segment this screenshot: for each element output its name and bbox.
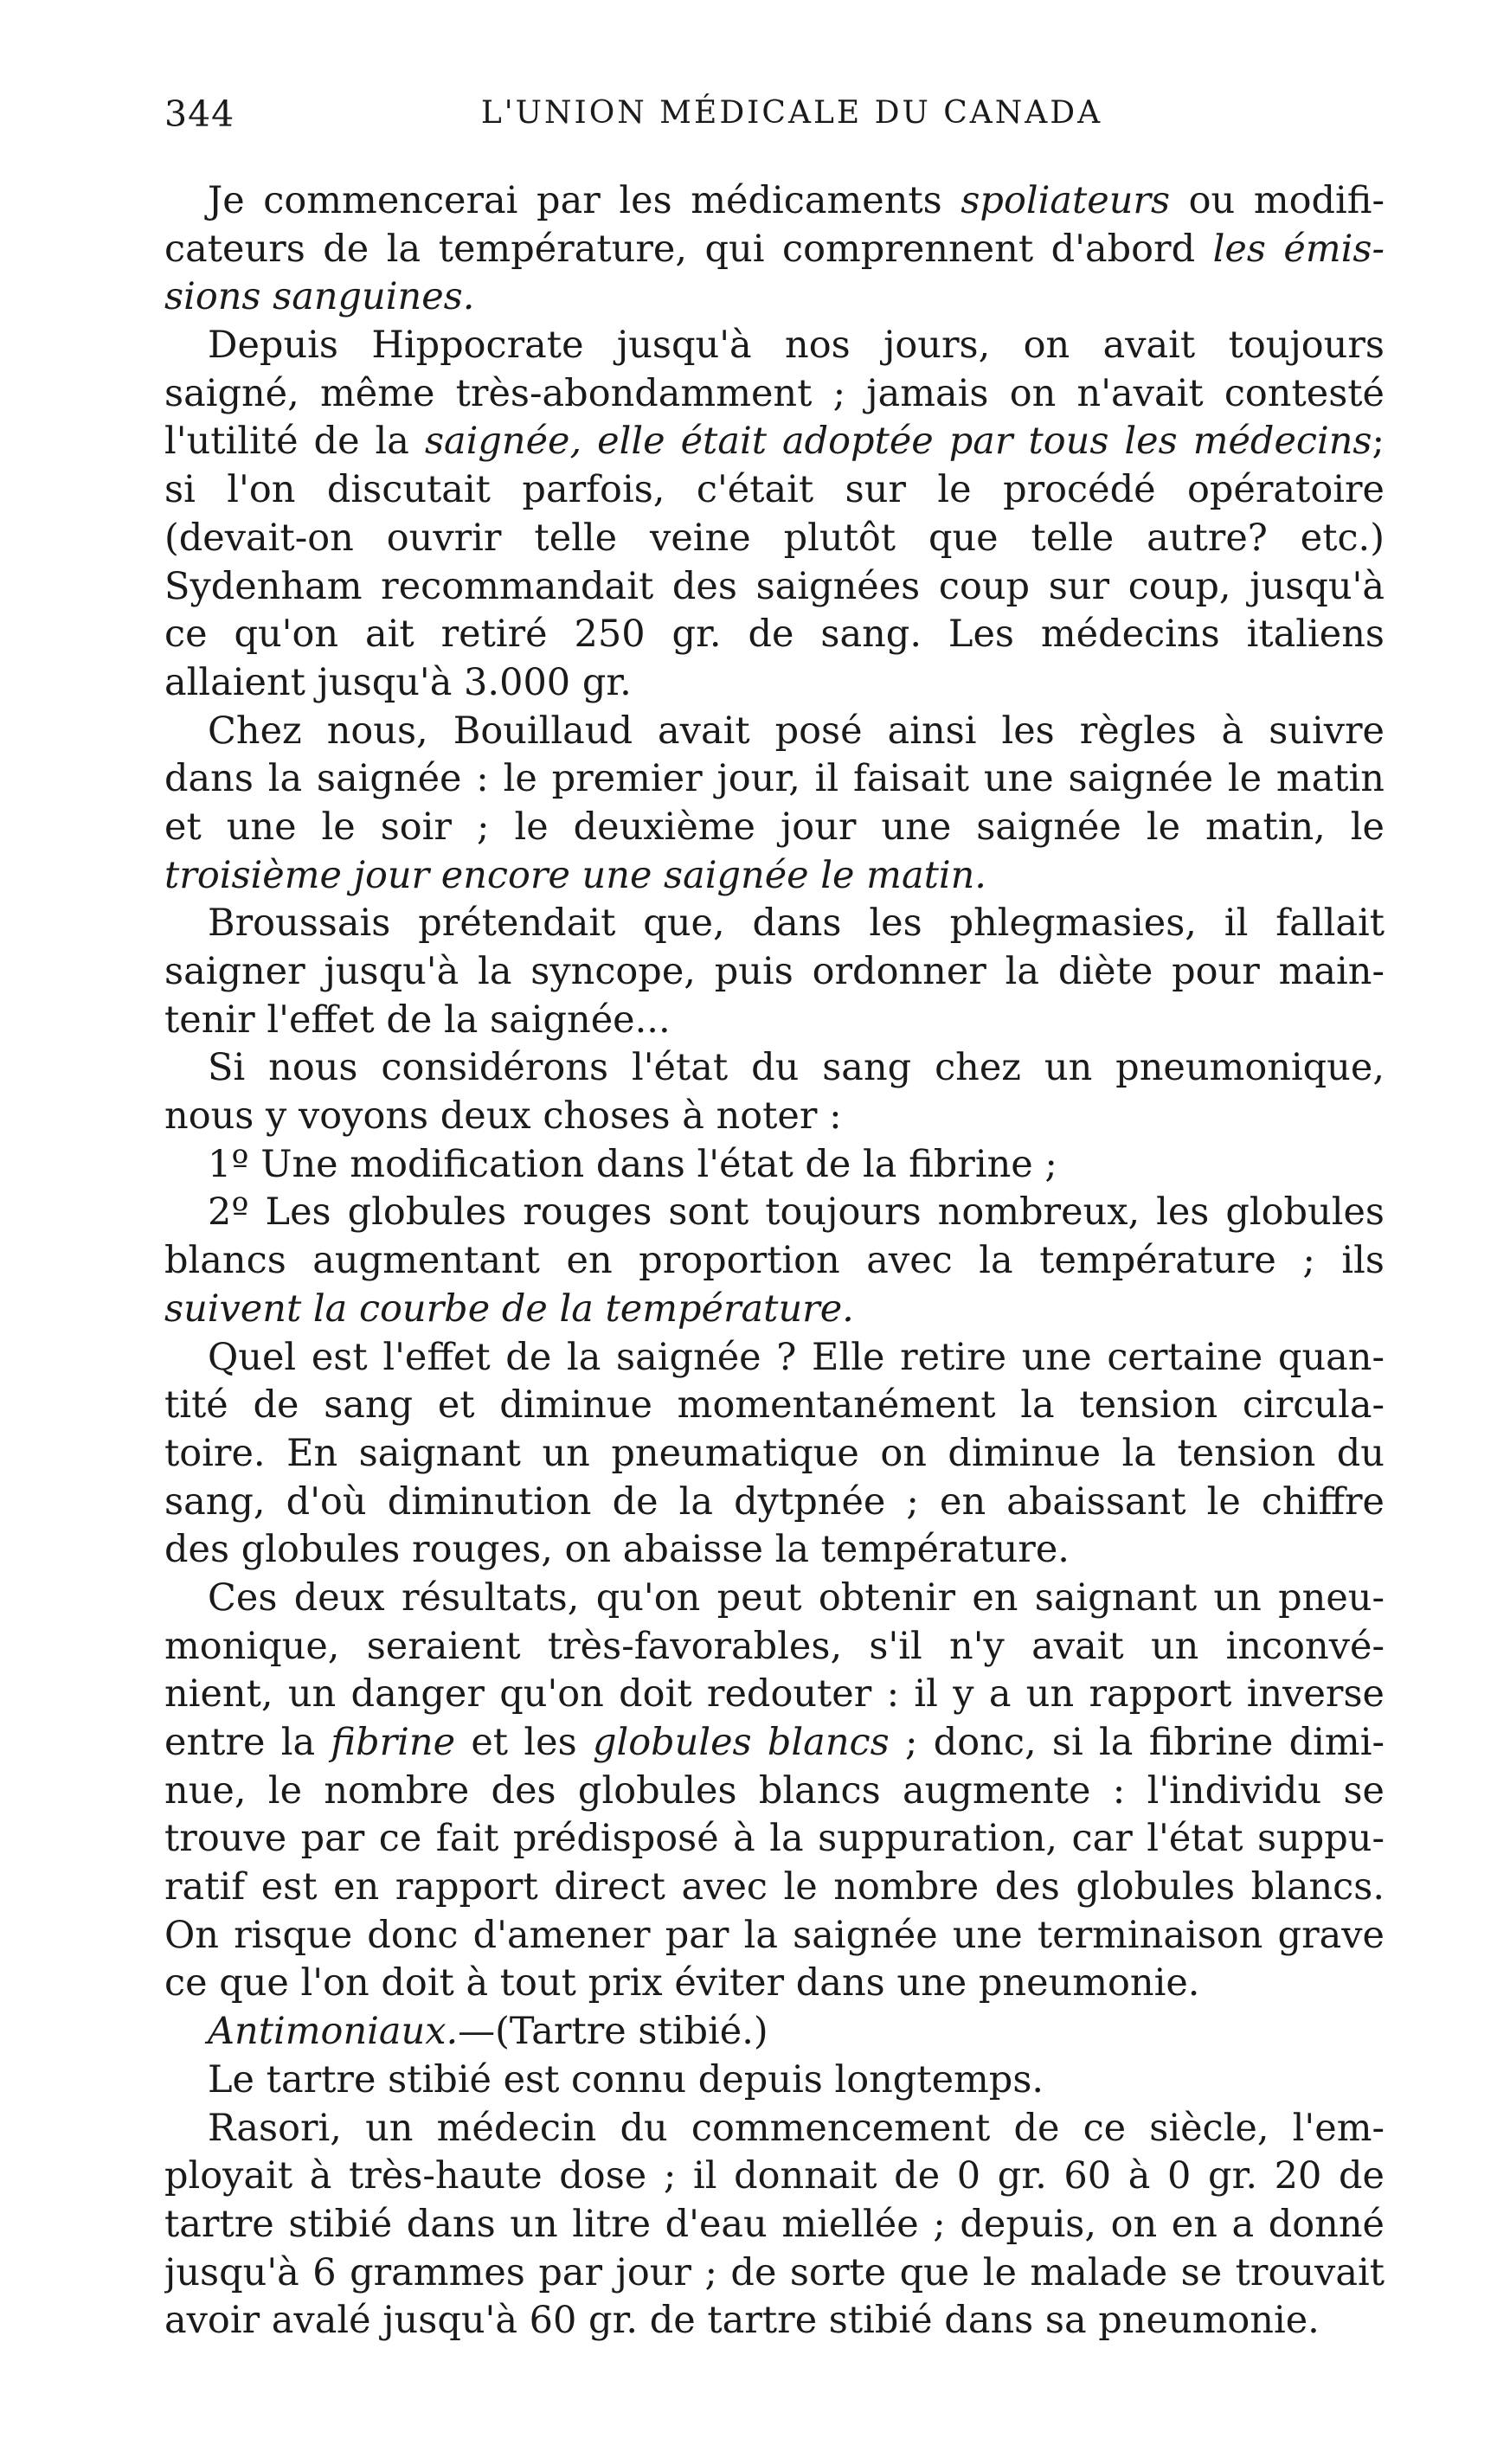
text-line	[164, 2008, 1385, 2057]
text-segment: nient, un danger qu'on doit redouter : il y a un rapport inverse	[164, 1672, 1385, 1716]
text-segment: saigner jusqu'à la syncope, puis ordonner la diète pour main-	[164, 950, 1385, 993]
text-segment: Je commencerai par les médicaments	[208, 179, 961, 222]
text-segment: Chez nous, Bouillaud avait posé ainsi les règles à suivre	[208, 709, 1385, 753]
running-title: L'UNION MÉDICALE DU CANADA	[480, 95, 1103, 131]
text-segment: tenir l'effet de la saignée...	[164, 998, 671, 1042]
text-line	[164, 997, 1385, 1045]
text-line	[164, 1526, 1385, 1575]
running-header	[164, 93, 1419, 145]
text-segment: entre la	[164, 1721, 331, 1764]
text-line	[164, 563, 1385, 612]
text-line	[164, 1671, 1385, 1719]
text-segment: l'utilité de la	[164, 420, 425, 464]
text-line	[164, 1960, 1385, 2008]
text-line	[164, 1093, 1385, 1141]
text-line	[164, 1768, 1385, 1816]
text-segment: 1º Une modification dans l'état de la fibrine ;	[208, 1142, 1057, 1186]
text-line	[164, 804, 1385, 852]
text-line	[164, 900, 1385, 948]
text-segment: tité de sang et diminue momentanément la tension circula-	[164, 1383, 1385, 1428]
text-line	[164, 1719, 1385, 1768]
text-line	[164, 611, 1385, 659]
text-line	[164, 322, 1385, 370]
text-segment: —(Tartre stibié.)	[458, 2010, 768, 2054]
text-segment: Quel est l'effet de la saignée ? Elle retire une certaine quan-	[208, 1335, 1385, 1379]
text-line	[164, 1044, 1385, 1093]
text-line	[164, 273, 1385, 322]
text-line	[164, 1237, 1385, 1286]
italic-text: saignée, elle était adoptée par tous les médecins	[424, 420, 1372, 464]
page-number: 344	[164, 93, 235, 135]
italic-text: troisième jour encore une saignée le matin.	[164, 853, 986, 897]
text-segment: ce que l'on doit à tout prix éviter dans une pneumonie.	[164, 1961, 1200, 2005]
italic-text: fibrine	[331, 1721, 456, 1764]
text-segment: saigné, même très-abondamment ; jamais on n'avait contesté	[164, 371, 1385, 415]
text-line	[164, 370, 1385, 419]
text-line	[164, 1286, 1385, 1334]
text-segment: ; donc, si la fibrine dimi-	[889, 1721, 1385, 1764]
text-line	[164, 1864, 1385, 1912]
text-line	[164, 466, 1385, 515]
text-segment: monique, seraient très-favorables, s'il n'y avait un inconvé-	[164, 1624, 1385, 1668]
italic-text: globules blancs	[592, 1721, 890, 1764]
body-text	[164, 177, 1385, 2345]
text-line	[164, 1334, 1385, 1383]
text-line	[164, 708, 1385, 756]
text-line	[164, 1189, 1385, 1237]
text-segment: trouve par ce fait prédisposé à la suppuration, car l'état suppu-	[164, 1817, 1385, 1861]
text-segment: ployait à très-haute dose ; il donnait de 0 gr. 60 à 0 gr. 20 de	[164, 2154, 1385, 2198]
text-segment: des globules rouges, on abaisse la température.	[164, 1528, 1070, 1572]
text-segment: ce qu'on ait retiré 250 gr. de sang. Les médecins italiens	[164, 613, 1385, 657]
text-line	[164, 2153, 1385, 2201]
text-segment: ;	[1372, 420, 1385, 464]
text-line	[164, 1430, 1385, 1479]
text-line	[164, 1141, 1385, 1190]
text-segment: toire. En saignant un pneumatique on diminue la tension du	[164, 1431, 1385, 1475]
text-segment: jusqu'à 6 grammes par jour ; de sorte que le malade se trouvait	[164, 2250, 1385, 2294]
text-line	[164, 1382, 1385, 1430]
italic-text: suivent la courbe de la température.	[164, 1287, 854, 1331]
text-line	[164, 2249, 1385, 2298]
text-line	[164, 2297, 1385, 2345]
text-line	[164, 1623, 1385, 1672]
text-segment: et une le soir ; le deuxième jour une saignée le matin, le	[164, 805, 1385, 849]
text-segment: et les	[455, 1721, 593, 1764]
text-line	[164, 2105, 1385, 2153]
text-segment: avoir avalé jusqu'à 60 gr. de tartre stibié dans sa pneumonie.	[164, 2299, 1320, 2343]
text-segment: tartre stibié dans un litre d'eau miellée ; depuis, on en a donné	[164, 2202, 1385, 2246]
text-line	[164, 1575, 1385, 1623]
text-segment: si l'on discutait parfois, c'était sur le procédé opératoire	[164, 468, 1385, 512]
text-segment: sang, d'où diminution de la dytpnée ; en abaissant le chiffre	[164, 1479, 1385, 1524]
text-line	[164, 1815, 1385, 1864]
text-line	[164, 1479, 1385, 1527]
text-line	[164, 2201, 1385, 2249]
text-segment: (devait-on ouvrir telle veine plutôt que telle autre? etc.)	[164, 516, 1385, 560]
text-segment: On risque donc d'amener par la saignée une terminaison grave	[164, 1913, 1385, 1957]
text-segment: Ces deux résultats, qu'on peut obtenir en saignant un pneu-	[208, 1575, 1385, 1620]
text-segment: nue, le nombre des globules blancs augmente : l'individu se	[164, 1768, 1385, 1813]
text-segment: cateurs de la température, qui comprennent d'abord	[164, 227, 1213, 271]
italic-text: Antimoniaux.	[208, 2010, 459, 2054]
text-line	[164, 755, 1385, 804]
text-segment: 2º Les globules rouges sont toujours nombreux, les globules	[208, 1190, 1385, 1235]
text-segment: Le tartre stibié est connu depuis longtemps.	[208, 2057, 1044, 2101]
text-segment: Rasori, un médecin du commencement de ce siècle, l'em-	[208, 2106, 1385, 2150]
text-segment: Depuis Hippocrate jusqu'à nos jours, on avait toujours	[208, 324, 1385, 368]
text-line	[164, 418, 1385, 466]
text-segment: nous y voyons deux choses à noter :	[164, 1094, 842, 1139]
text-segment: Si nous considérons l'état du sang chez un pneumonique,	[208, 1046, 1385, 1090]
text-segment: Sydenham recommandait des saignées coup sur coup, jusqu'à	[164, 564, 1385, 608]
text-line	[164, 177, 1385, 226]
text-line	[164, 515, 1385, 563]
text-segment: blancs augmentant en proportion avec la température ; ils	[164, 1239, 1385, 1283]
text-segment: ratif est en rapport direct avec le nombre des globules blancs.	[164, 1865, 1385, 1909]
text-line	[164, 948, 1385, 997]
text-line	[164, 659, 1385, 708]
text-line	[164, 852, 1385, 901]
text-line	[164, 1912, 1385, 1960]
text-line	[164, 2057, 1385, 2105]
text-segment: dans la saignée : le premier jour, il faisait une saignée le matin	[164, 757, 1385, 801]
italic-text: sions sanguines.	[164, 275, 475, 319]
text-segment: Broussais prétendait que, dans les phlegmasies, il fallait	[208, 902, 1385, 946]
italic-text: spoliateurs	[961, 179, 1171, 222]
italic-text: les émis-	[1212, 227, 1385, 271]
text-line	[164, 226, 1385, 274]
text-segment: allaient jusqu'à 3.000 gr.	[164, 660, 632, 704]
text-segment: ou modifi-	[1170, 179, 1385, 222]
